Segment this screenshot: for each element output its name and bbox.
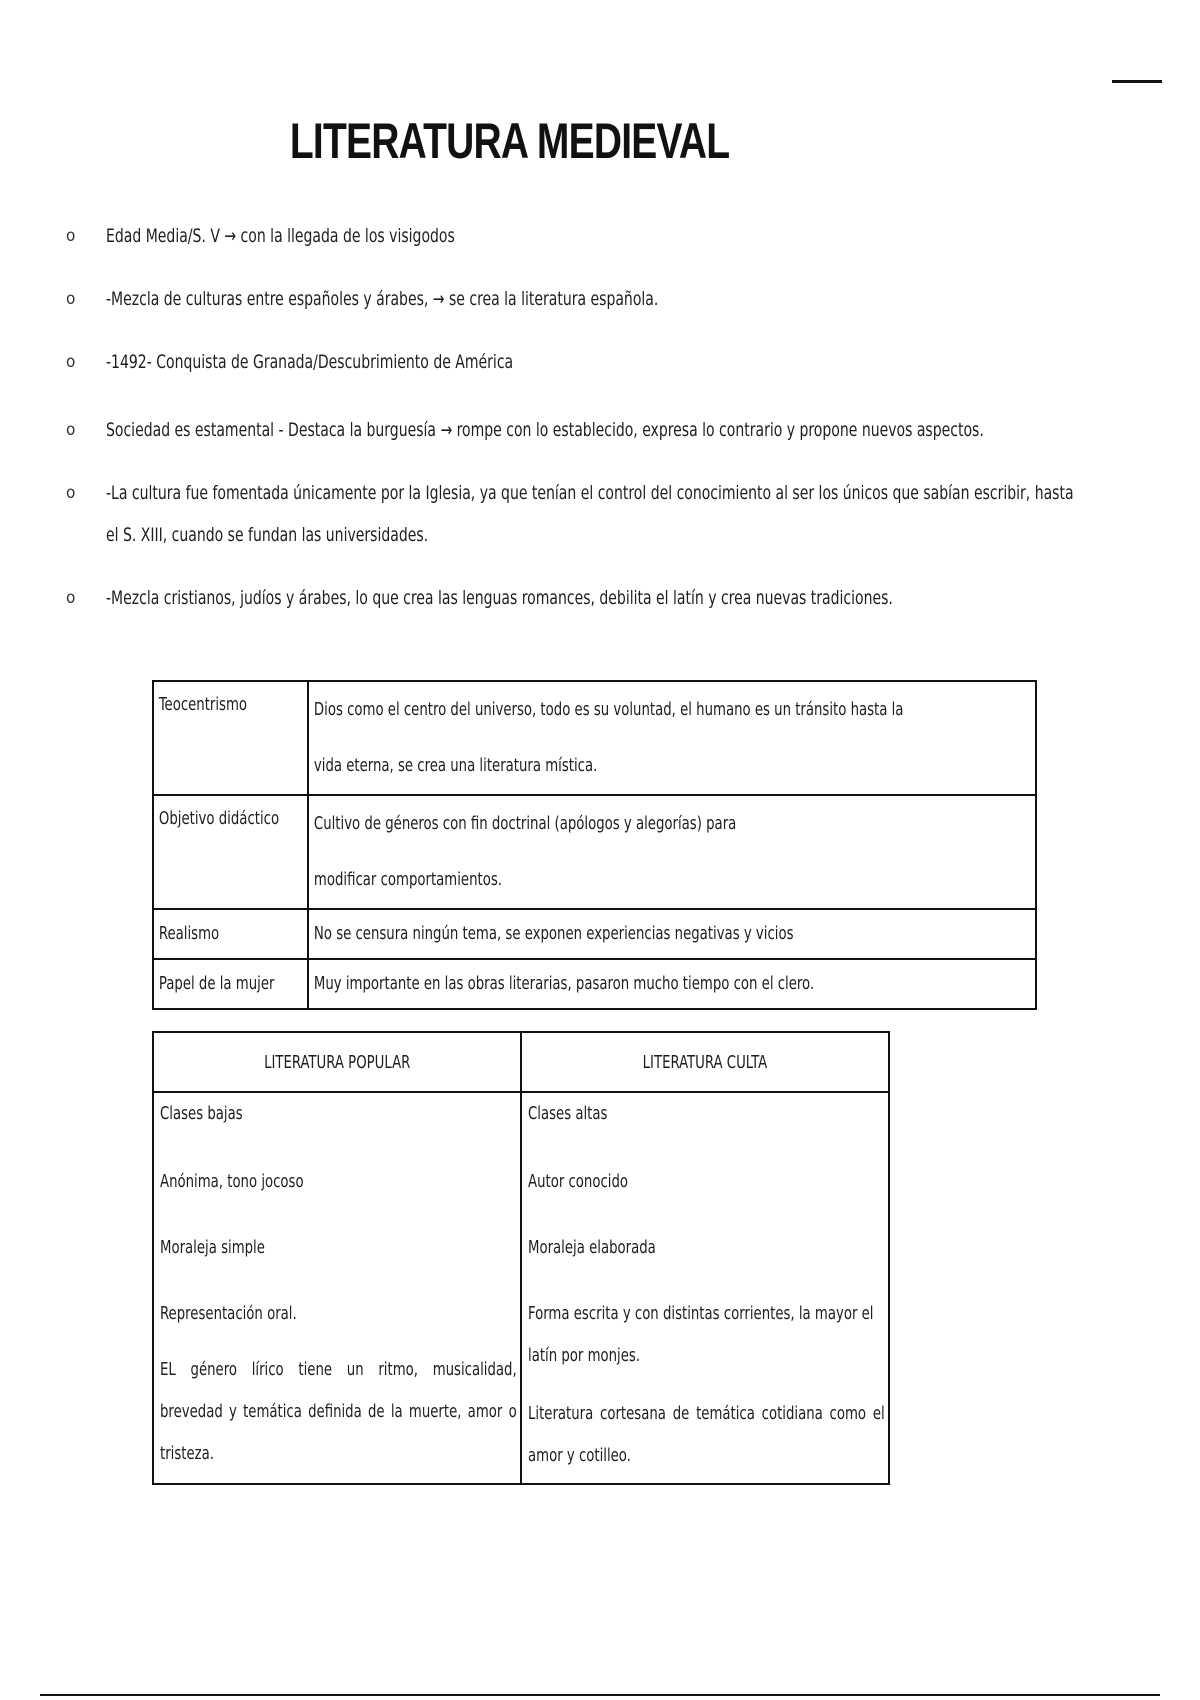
list-item: Clases bajas bbox=[160, 1103, 243, 1124]
bullet-text: Sociedad es estamental - Destaca la burguesía → rompe con lo establecido, expresa lo contrario y propone nuevos aspectos. bbox=[106, 419, 984, 441]
features-table bbox=[152, 680, 1037, 1010]
feature-description: No se censura ningún tema, se exponen experiencias negativas y vicios bbox=[313, 923, 794, 944]
popular-column bbox=[153, 1092, 521, 1484]
bullet-text: -1492- Conquista de Granada/Descubrimiento de América bbox=[106, 351, 514, 373]
bullet-text: -Mezcla cristianos, judíos y árabes, lo que crea las lenguas romances, debilita el latín y crea nuevas tradiciones. bbox=[106, 587, 893, 609]
feature-description-cell bbox=[308, 959, 1036, 1009]
feature-description: Muy importante en las obras literarias, pasaron mucho tiempo con el clero. bbox=[313, 973, 814, 994]
feature-description-cell bbox=[308, 909, 1036, 959]
list-item: Moraleja elaborada bbox=[528, 1237, 656, 1258]
feature-term: Teocentrismo bbox=[158, 694, 248, 715]
list-item: Clases altas bbox=[528, 1103, 608, 1124]
bullet-marker: o bbox=[66, 226, 76, 246]
feature-term-cell bbox=[153, 959, 308, 1009]
bullet-text: -La cultura fue fomentada únicamente por la Iglesia, ya que tenían el control del conocimiento al ser los únicos que sabían escribir, hasta el S. XIII, cuando se fundan las universidades. bbox=[106, 482, 1074, 546]
culta-column bbox=[521, 1092, 889, 1484]
header-popular-text: LITERATURA POPULAR bbox=[263, 1051, 411, 1073]
header-culta bbox=[521, 1032, 889, 1092]
feature-term: Objetivo didáctico bbox=[158, 808, 280, 829]
bullet-marker: o bbox=[66, 420, 76, 440]
list-item: Forma escrita y con distintas corrientes, la mayor el latín por monjes. bbox=[528, 1303, 874, 1366]
bullet-marker: o bbox=[66, 588, 76, 608]
feature-description-cell bbox=[308, 795, 1036, 909]
list-item: Representación oral. bbox=[160, 1303, 297, 1324]
feature-term-cell bbox=[153, 795, 308, 909]
list-item: EL género lírico tiene un ritmo, musicalidad, brevedad y temática definida de la muerte, amor o tristeza. bbox=[160, 1359, 517, 1464]
bullet-marker: o bbox=[66, 289, 76, 309]
comparison-table bbox=[152, 1031, 890, 1485]
bullet-text: Edad Media/S. V → con la llegada de los visigodos bbox=[106, 225, 455, 247]
header-culta-text: LITERATURA CULTA bbox=[642, 1051, 768, 1073]
page-title: LITERATURA MEDIEVAL bbox=[289, 112, 730, 169]
list-item: Moraleja simple bbox=[160, 1237, 265, 1258]
feature-description-cell bbox=[308, 681, 1036, 795]
feature-term: Realismo bbox=[158, 923, 220, 944]
feature-term-cell bbox=[153, 909, 308, 959]
table-row bbox=[153, 1092, 889, 1484]
bullet-marker: o bbox=[66, 483, 76, 503]
feature-term-cell bbox=[153, 681, 308, 795]
top-rule bbox=[1112, 80, 1162, 83]
header-popular bbox=[153, 1032, 521, 1092]
table-header-row bbox=[153, 1032, 889, 1092]
feature-description: Dios como el centro del universo, todo es su voluntad, el humano es un tránsito hasta la vida eterna, se crea una literatura mística. bbox=[313, 699, 903, 776]
bottom-rule bbox=[40, 1694, 1160, 1696]
list-item: Autor conocido bbox=[528, 1171, 629, 1192]
table-row bbox=[153, 909, 1036, 959]
bullet-text: -Mezcla de culturas entre españoles y árabes, → se crea la literatura española. bbox=[106, 288, 659, 310]
table-row bbox=[153, 795, 1036, 909]
feature-description: Cultivo de géneros con fin doctrinal (apólogos y alegorías) para modificar comportamientos. bbox=[313, 813, 736, 890]
list-item: Anónima, tono jocoso bbox=[160, 1171, 304, 1192]
list-item: Literatura cortesana de temática cotidiana como el amor y cotilleo. bbox=[528, 1403, 885, 1466]
table-row bbox=[153, 959, 1036, 1009]
table-row bbox=[153, 681, 1036, 795]
bullet-marker: o bbox=[66, 352, 76, 372]
feature-term: Papel de la mujer bbox=[158, 973, 275, 994]
